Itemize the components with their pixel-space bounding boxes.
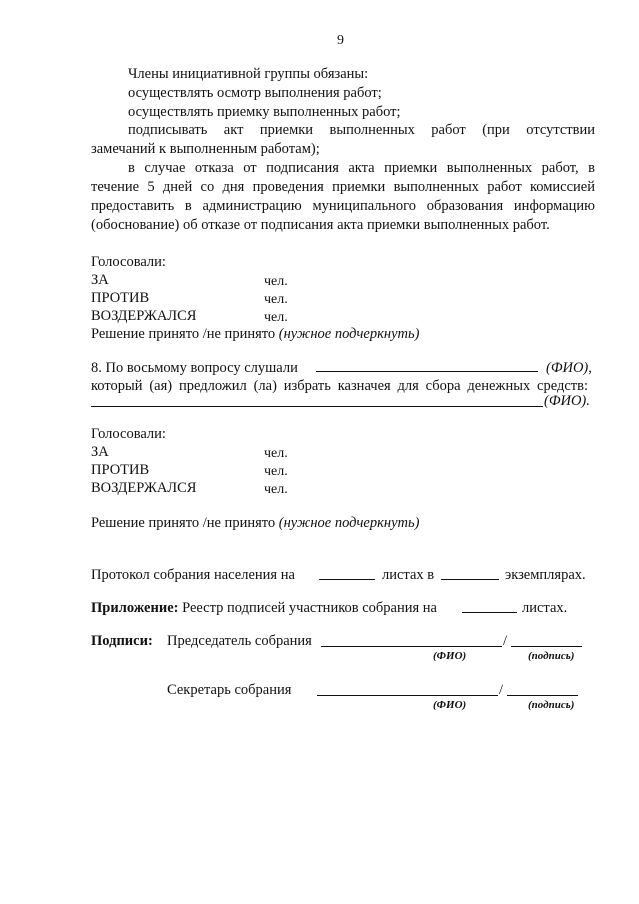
duty-item-refusal-line3: предоставить в администрацию муниципального образования информацию — [91, 198, 595, 214]
appendix-end: листах. — [522, 600, 568, 616]
vote1-against-label: ПРОТИВ — [91, 290, 150, 306]
q8-speaker-line[interactable] — [316, 371, 538, 372]
q8-treasurer-line[interactable] — [91, 406, 543, 407]
duty-item-acceptance: осуществлять приемку выполненных работ; — [128, 104, 401, 120]
duty-item-refusal-line2: течение 5 дней со дня проведения приемки выполненных работ комиссией — [91, 179, 595, 195]
chair-fio-line[interactable] — [321, 646, 502, 647]
chair-signature-caption: (подпись) — [528, 650, 575, 662]
vote1-decision — [91, 326, 419, 343]
vote1-abstain-unit: чел. — [264, 310, 288, 325]
secretary-signature-line[interactable] — [507, 695, 578, 696]
secretary-fio-caption: (ФИО) — [433, 699, 467, 711]
protocol-text-part3: экземплярах. — [505, 567, 586, 583]
appendix-sheets-blank[interactable] — [462, 612, 517, 613]
vote1-for-unit: чел. — [264, 274, 288, 289]
appendix-text: Реестр подписей участников собрания на — [182, 600, 437, 616]
appendix-label: Приложение: — [91, 600, 179, 616]
chair-label: Председатель собрания — [167, 633, 312, 649]
vote2-for-unit: чел. — [264, 446, 288, 461]
vote2-decision — [91, 515, 419, 532]
vote2-against-label: ПРОТИВ — [91, 462, 150, 478]
vote2-decision-text: Решение принято /не принято — [91, 515, 276, 531]
duty-item-signing-line1: подписывать акт приемки выполненных работ (при отсутствии — [128, 122, 595, 138]
chair-signature-line[interactable] — [511, 646, 582, 647]
duty-item-refusal-line1: в случае отказа от подписания акта приемки выполненных работ, в — [128, 160, 595, 176]
q8-heard-text: 8. По восьмому вопросу слушали — [91, 360, 298, 376]
duty-item-refusal-line4: (обоснование) об отказе от подписания акта приемки выполненных работ. — [91, 217, 550, 233]
secretary-fio-line[interactable] — [317, 695, 498, 696]
q8-fio-end-caption: (ФИО). — [544, 393, 590, 409]
protocol-copies-blank[interactable] — [441, 579, 499, 580]
vote2-decision-note: (нужное подчеркнуть) — [278, 515, 420, 531]
duty-item-inspection: осуществлять осмотр выполнения работ; — [128, 85, 382, 101]
secretary-label: Секретарь собрания — [167, 682, 292, 698]
vote1-decision-note: (нужное подчеркнуть) — [278, 326, 420, 342]
protocol-text-part2: листах в — [382, 567, 435, 583]
vote2-for-label: ЗА — [91, 444, 109, 460]
q8-proposal-text: который (ая) предложил (ла) избрать казначея для сбора денежных средств: — [91, 378, 588, 394]
page-number: 9 — [337, 33, 344, 48]
vote1-abstain-label: ВОЗДЕРЖАЛСЯ — [91, 308, 197, 324]
signatures-label: Подписи: — [91, 633, 153, 649]
vote1-decision-text: Решение принято /не принято — [91, 326, 276, 342]
vote1-header: Голосовали: — [91, 254, 166, 270]
vote2-against-unit: чел. — [264, 464, 288, 479]
chair-slash: / — [503, 633, 508, 649]
vote2-abstain-unit: чел. — [264, 482, 288, 497]
chair-fio-caption: (ФИО) — [433, 650, 467, 662]
vote1-for-label: ЗА — [91, 272, 109, 288]
vote2-header: Голосовали: — [91, 426, 166, 442]
duty-item-signing-line2: замечаний к выполненным работам); — [91, 141, 320, 157]
duties-intro: Члены инициативной группы обязаны: — [128, 66, 369, 82]
q8-fio-caption: (ФИО), — [546, 360, 592, 376]
vote2-abstain-label: ВОЗДЕРЖАЛСЯ — [91, 480, 197, 496]
vote1-against-unit: чел. — [264, 292, 288, 307]
protocol-text-part1: Протокол собрания населения на — [91, 567, 295, 583]
secretary-signature-caption: (подпись) — [528, 699, 575, 711]
protocol-sheets-blank[interactable] — [319, 579, 375, 580]
appendix-line — [91, 600, 437, 617]
secretary-slash: / — [499, 682, 504, 698]
